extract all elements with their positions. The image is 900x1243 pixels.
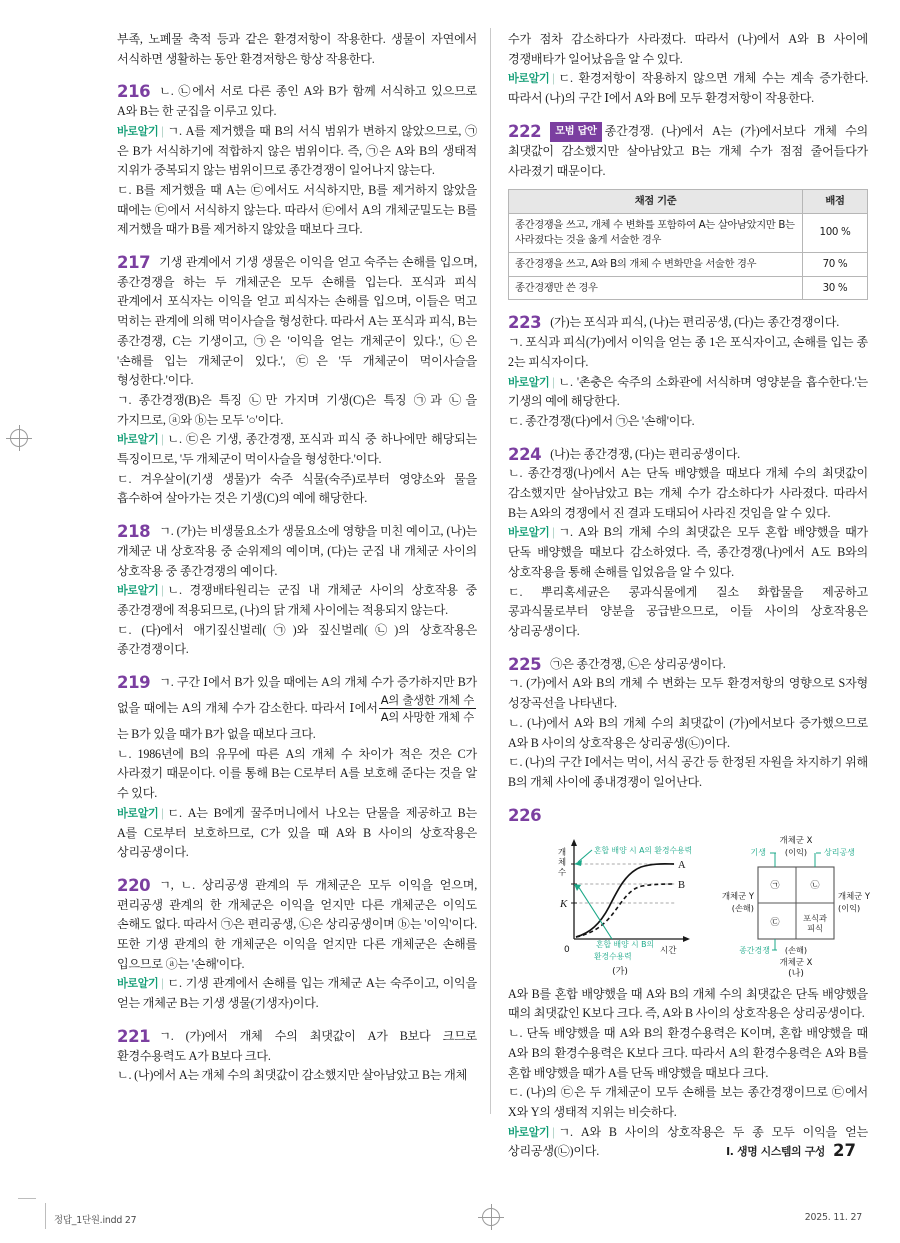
origin-label: 0: [564, 944, 570, 955]
column-divider: [490, 28, 491, 1114]
y-axis-label-line3: 수: [558, 866, 567, 877]
interaction-matrix: [722, 835, 871, 977]
wrong-tag: 바로알기: [117, 584, 159, 598]
matrix-cell-2: ㉡: [810, 880, 820, 891]
matrix-cell-1: ㉠: [770, 880, 780, 891]
matrix-right-label: 개체군 Y: [838, 890, 871, 901]
imprint-rule: [45, 1203, 46, 1229]
continued-paragraph-left: 부족, 노폐물 축적 등과 같은 환경저항이 작용한다. 생물이 자연에서 서식하면 생활하는 동안 환경저항은 항상 작용한다.: [117, 32, 477, 66]
matrix-top-right-tag: 상리공생: [824, 847, 855, 857]
tag-separator: |: [161, 805, 164, 820]
y-axis-label-line1: 개: [558, 846, 567, 857]
wrong-note: [508, 373, 868, 412]
table-row: [509, 252, 868, 276]
answer-line: ㄱ, ㄴ. 상리공생 관계의 두 개체군은 모두 이익을 얻으며, 편리공생 관계의 한 개체군은 이익을 얻지만 다른 개체군은 이익도 손해도 없다. 따라서 ㉠은 편리공생, ㉡은 상리공생이며 ⓑ는 '이익'이다. 또한 기생 관계의 한 개체군은 이익을 얻지만 다른 개체군은 손해를 입으므로 ⓐ는 '손해'이다.: [117, 877, 477, 971]
answer-line: ㄱ. 포식과 피식(가)에서 이익을 얻는 종 1은 포식자이고, 손해를 입는 종 2는 피식자이다.: [508, 335, 868, 369]
tag-separator: |: [552, 71, 555, 86]
wrong-tag: 바로알기: [117, 433, 159, 447]
wrong-note-text: ㄱ. A와 B의 개체 수의 최댓값은 모두 혼합 배양했을 때가 단독 배양했을 때보다 감소하였다. 즉, 종간경쟁(나)에서 A도 B와의 상호작용을 통해 손해를 입었음을 알 수 있다.: [508, 525, 868, 579]
x-axis-label: 시간: [660, 945, 677, 956]
folio: [726, 1141, 856, 1160]
matrix-bottom-left-tag: 종간경쟁: [739, 945, 770, 955]
tag-separator: |: [161, 432, 164, 447]
wrong-note: [117, 804, 477, 863]
matrix-cell-4-line1: 포식과: [803, 912, 827, 923]
criterion-cell: 종간경쟁을 쓰고, A와 B의 개체 수 변화만을 서술한 경우: [509, 252, 803, 276]
points-cell: 100 %: [803, 213, 868, 252]
answer-line: ㄴ. (나)에서 A와 B의 개체 수의 최댓값이 (가)에서보다 증가했으므로 A와 B 사이의 상호작용은 상리공생(㉡)이다.: [508, 715, 868, 750]
model-answer-badge: 모범 답안: [550, 122, 601, 142]
wrong-note: [117, 974, 477, 1013]
answer-line: ㄴ. 종간경쟁(나)에서 A는 단독 배양했을 때보다 개체 수의 최댓값이 감소했지만 살아남았고 B는 개체 수가 감소하다가 사라졌다. 따라서 B는 A와의 경쟁에서 진 결과 도태되어 사라진 것임을 알 수 있다.: [508, 466, 868, 520]
fraction-trail-text: 는 B가 있을 때가 B가 없을 때보다 크다.: [117, 726, 316, 741]
imprint-tick: [18, 1198, 36, 1199]
wrong-note-text: ㄷ. A는 B에게 꿀주머니에서 나오는 단물을 제공하고 B는 A를 C로부터 보호하므로, C가 있을 때 A와 B 사이의 상호작용은 상리공생이다.: [117, 805, 477, 860]
answer-line: ㄷ. (나)의 구간 Ⅰ에서는 먹이, 서식 공간 등 한정된 자원을 차지하기 위해 B의 개체 사이에 종내경쟁이 일어난다.: [508, 755, 868, 789]
fraction-denominator: A의 사망한 개체 수: [380, 710, 474, 725]
wrong-tag: 바로알기: [117, 124, 159, 138]
answer-line: (나)는 종간경쟁, (다)는 편리공생이다.: [550, 446, 740, 461]
answer-line: ㄴ. 단독 배양했을 때 A와 B의 환경수용력은 K이며, 혼합 배양했을 때 A와 B의 환경수용력은 K보다 크다. 따라서 A의 환경수용력은 A와 B를 혼합 배양했을 때가 A를 단독 배양했을 때보다 크다.: [508, 1026, 868, 1080]
model-answer-text: 종간경쟁. (나)에서 A는 (가)에서보다 개체 수의 최댓값이 감소했지만 살아남았고 B는 개체 수가 점점 줄어들다가 사라졌기 때문이다.: [508, 123, 868, 179]
wrong-note-text: ㄷ. B를 제거했을 때 A는 ㉢에서도 서식하지만, B를 제거하지 않았을 때에는 ㉢에서 서식하지 않는다. 따라서 ㉢에서 A의 개체군밀도는 B를 제거했을 때가 B를 제거하지 않았을 때보다 크다.: [117, 182, 477, 237]
folio-chapter: Ⅰ. 생명 시스템의 구성: [726, 1145, 826, 1158]
growth-curve-graph: [558, 839, 692, 977]
wrong-note-text: ㄴ. 경쟁배타원리는 군집 내 개체군 사이의 상호작용 중 종간경쟁에 적용되므로, (나)의 닭 개체 사이에는 적용되지 않는다.: [117, 583, 477, 617]
continued-paragraph-right: 수가 점차 감소하다가 사라졌다. 따라서 (나)에서 A와 B 사이에 경쟁배타가 일어났음을 알 수 있다.: [508, 32, 868, 66]
wrong-note: [117, 581, 477, 620]
matrix-left-value: (손해): [731, 902, 754, 913]
question-number: 225: [508, 654, 542, 674]
continued-wrong-note: [508, 69, 868, 108]
matrix-cell-3: ㉢: [770, 917, 780, 928]
table-row: [509, 213, 868, 252]
wrong-tag: 바로알기: [508, 526, 550, 540]
wrong-tag: 바로알기: [508, 72, 550, 86]
answer-item-222: [508, 122, 868, 301]
question-number: 224: [508, 444, 542, 464]
answer-line: ㄷ. (나)의 ㉢은 두 개체군이 모두 손해를 보는 종간경쟁이므로 ㉢에서 X와 Y의 생태적 지위는 비슷하다.: [508, 1085, 868, 1119]
ratio-fraction: [379, 693, 476, 725]
wrong-tag: 바로알기: [117, 977, 159, 991]
wrong-note-text: ㄱ. A와 B 사이의 상호작용은 두 종 모두 이익을 얻는 상리공생(㉡)이다.: [508, 1124, 868, 1159]
scoring-criteria-table: [508, 189, 868, 301]
y-axis-label-line2: 체: [558, 856, 567, 867]
fraction-lead-text: ㄱ. 구간 Ⅰ에서 B가 있을 때에는 A의 개체 수가 증가하지만 B가 없을 때에는 A의 개체 수가 감소한다. 따라서 Ⅰ에서: [117, 675, 477, 715]
answer-line-with-fraction: [117, 673, 477, 745]
wrong-note: [117, 430, 477, 469]
question-number: 219: [117, 673, 151, 693]
annotation-bottom-text-line2: 환경수용력: [594, 951, 632, 961]
answer-item-225: [508, 655, 868, 793]
question-number: 218: [117, 522, 151, 542]
annotation-top-text: 혼합 배양 시 A의 환경수용력: [594, 845, 693, 855]
answer-line: ㄴ. ㉡에서 서로 다른 종인 A와 B가 함께 서식하고 있으므로 A와 B는 한 군집을 이루고 있다.: [117, 84, 477, 119]
answer-line: ㄴ. (나)에서 A는 개체 수의 최댓값이 감소했지만 살아남았고 B는 개체: [117, 1068, 468, 1083]
matrix-top-label: 개체군 X: [779, 834, 813, 845]
matrix-top-left-tag: 기생: [750, 847, 766, 857]
answer-line: ㄴ. 1986년에 B의 유무에 따른 A의 개체 수 차이가 적은 것은 C가 사라졌기 때문이다. 이를 통해 B는 C로부터 A를 보호해 준다는 것을 알 수 있다.: [117, 746, 477, 801]
question-number: 223: [508, 313, 542, 333]
wrong-tag: 바로알기: [508, 1125, 550, 1139]
answer-item-216: [117, 82, 477, 240]
question-number: 217: [117, 253, 151, 273]
tag-separator: |: [161, 123, 164, 138]
answer-item-219: [117, 673, 477, 863]
question-number: 221: [117, 1026, 151, 1046]
answer-item-220: [117, 876, 477, 1014]
wrong-note-text: ㄱ. A를 제거했을 때 B의 서식 범위가 변하지 않았으므로, ㉠은 B가 서식하기에 적합하지 않은 범위이다. 즉, ㉠은 A와 B의 생태적 지위가 중복되지 않는 범위이므로 종간경쟁이 일어나지 않는다.: [117, 123, 477, 178]
wrong-note-text: ㄴ. ㉢은 기생, 종간경쟁, 포식과 피식 중 하나에만 해당되는 특징이므로, '두 개체군이 먹이사슬을 형성한다.'이다.: [117, 432, 477, 467]
question-number: 222: [508, 121, 542, 141]
matrix-right-value: (이익): [838, 902, 861, 913]
wrong-note-text: ㄷ. 환경저항이 작용하지 않으면 개체 수는 계속 증가한다. 따라서 (나)의 구간 Ⅰ에서 A와 B에 모두 환경저항이 작용한다.: [508, 71, 868, 106]
matrix-left-label: 개체군 Y: [721, 890, 754, 901]
answer-line: A와 B를 혼합 배양했을 때 A와 B의 개체 수의 최댓값은 단독 배양했을 때의 최댓값인 K보다 크다. 즉, A와 B 사이의 상호작용은 상리공생이다.: [508, 986, 868, 1021]
table-header-row: [509, 189, 868, 213]
matrix-cell-4-line2: 피식: [807, 922, 823, 933]
graph-caption: (가): [612, 966, 628, 977]
wrong-note-text: ㄷ. (다)에서 애기짚신벌레(㉠)와 짚신벌레(㉡)의 상호작용은 종간경쟁이다.: [117, 622, 477, 657]
answer-line: 기생 관계에서 기생 생물은 이익을 얻고 숙주는 손해를 입으며, 종간경쟁을 하는 두 개체군은 모두 손해를 입는다. 포식과 피식 관계에서 포식자는 이익을 얻고 피식자는 손해를 입으며, 이들은 먹고 먹히는 관계에 의해 먹이사슬을 형성한다. 따라서 A는 포식과 피식, B는 종간경쟁, C는 기생이고, ㉠은 '이익을 얻는 개체군이 있다.', ㉡은 '손해를 입는 개체군이 있다.', ㉢은 '두 개체군이 먹이사슬을 형성한다.'이다.: [117, 255, 477, 388]
answer-line: (가)는 포식과 피식, (나)는 편리공생, (다)는 종간경쟁이다.: [550, 315, 840, 330]
matrix-bottom-value: (손해): [784, 944, 808, 955]
left-column: [117, 30, 477, 1099]
wrong-note-text: ㄷ. 겨우살이(기생 생물)가 숙주 식물(숙주)로부터 영양소와 물을 흡수하여 살아가는 것은 기생(C)의 예에 해당한다.: [117, 471, 477, 506]
wrong-note-text: ㄷ. 종간경쟁(다)에서 ㉠은 '손해'이다.: [508, 413, 695, 428]
matrix-caption: (나): [788, 968, 804, 977]
tag-separator: |: [161, 976, 164, 991]
criterion-cell: 종간경쟁을 쓰고, 개체 수 변화를 포함하여 A는 살아남았지만 B는 사라졌다는 것을 옳게 서술한 경우: [509, 213, 803, 252]
matrix-top-value: (이익): [784, 846, 808, 857]
table-row: [509, 276, 868, 300]
figure-226-svg: [508, 829, 880, 977]
answer-item-221: [117, 1027, 477, 1086]
wrong-note-text: ㄴ. '촌충은 숙주의 소화관에 서식하며 영양분을 흡수한다.'는 기생의 예에 해당한다.: [508, 374, 868, 409]
wrong-tag: 바로알기: [117, 806, 159, 820]
answer-item-224: [508, 445, 868, 642]
k-label: K: [560, 897, 568, 910]
registration-mark-bottom: [482, 1208, 500, 1226]
question-number: 216: [117, 82, 151, 102]
question-number: 220: [117, 875, 151, 895]
question-number: 226: [508, 805, 542, 825]
answer-line: ㄱ. (가)에서 개체 수의 최댓값이 A가 B보다 크므로 환경수용력도 A가 B보다 크다.: [117, 1028, 477, 1063]
answer-item-217: [117, 253, 477, 509]
wrong-tag: 바로알기: [508, 375, 550, 389]
model-answer-line: [508, 122, 868, 182]
imprint-filename: 정답_1단원.indd 27: [54, 1215, 137, 1226]
tag-separator: |: [552, 374, 555, 389]
figure-226: [508, 829, 871, 977]
answer-line: ㄱ. (가)에서 A와 B의 개체 수 변화는 모두 환경저항의 영향으로 S자형 성장곡선을 나타낸다.: [508, 676, 868, 711]
tag-separator: |: [161, 583, 164, 598]
wrong-note-text: ㄷ. 뿌리혹세균은 콩과식물에게 질소 화합물을 제공하고 콩과식물로부터 양분을 공급받으므로, 이들 사이의 상호작용은 상리공생이다.: [508, 584, 868, 638]
column-header-criterion: 채점 기준: [509, 189, 803, 213]
answer-line: ㄱ. 종간경쟁(B)은 특징 ㉡만 가지며 기생(C)은 특징 ㉠과 ㉡을 가지므로, ⓐ와 ⓑ는 모두 '○'이다.: [117, 392, 477, 427]
registration-mark-left: [10, 429, 28, 447]
tag-separator: |: [552, 1124, 555, 1139]
answer-item-223: [508, 313, 868, 431]
points-cell: 70 %: [803, 252, 868, 276]
answer-line: ㄱ. (가)는 비생물요소가 생물요소에 영향을 미친 예이고, (나)는 개체군 내 상호작용 중 순위제의 예이며, (다)는 군집 내 개체군 사이의 상호작용 중 종간경쟁의 예이다.: [117, 524, 477, 578]
imprint-date: 2025. 11. 27: [804, 1212, 862, 1223]
wrong-note: [508, 523, 868, 582]
annotation-bottom-text-line1: 혼합 배양 시 B의: [596, 939, 654, 949]
column-header-points: 배점: [803, 189, 868, 213]
wrong-note-text: ㄷ. 기생 관계에서 손해를 입는 개체군 A는 숙주이고, 이익을 얻는 개체군 B는 기생 생물(기생자)이다.: [117, 976, 477, 1011]
answer-line: ㉠은 종간경쟁, ㉡은 상리공생이다.: [550, 656, 726, 671]
curve-label-b: B: [678, 879, 686, 891]
matrix-bottom-label: 개체군 X: [779, 956, 813, 967]
right-column: [508, 30, 871, 1175]
folio-page-number: 27: [833, 1141, 856, 1160]
points-cell: 30 %: [803, 276, 868, 300]
fraction-numerator: A의 출생한 개체 수: [379, 693, 476, 710]
tag-separator: |: [552, 525, 555, 540]
wrong-note: [117, 122, 477, 181]
answer-item-218: [117, 522, 477, 660]
criterion-cell: 종간경쟁만 쓴 경우: [509, 276, 803, 300]
curve-label-a: A: [678, 859, 686, 871]
answer-item-226: [508, 805, 871, 1162]
